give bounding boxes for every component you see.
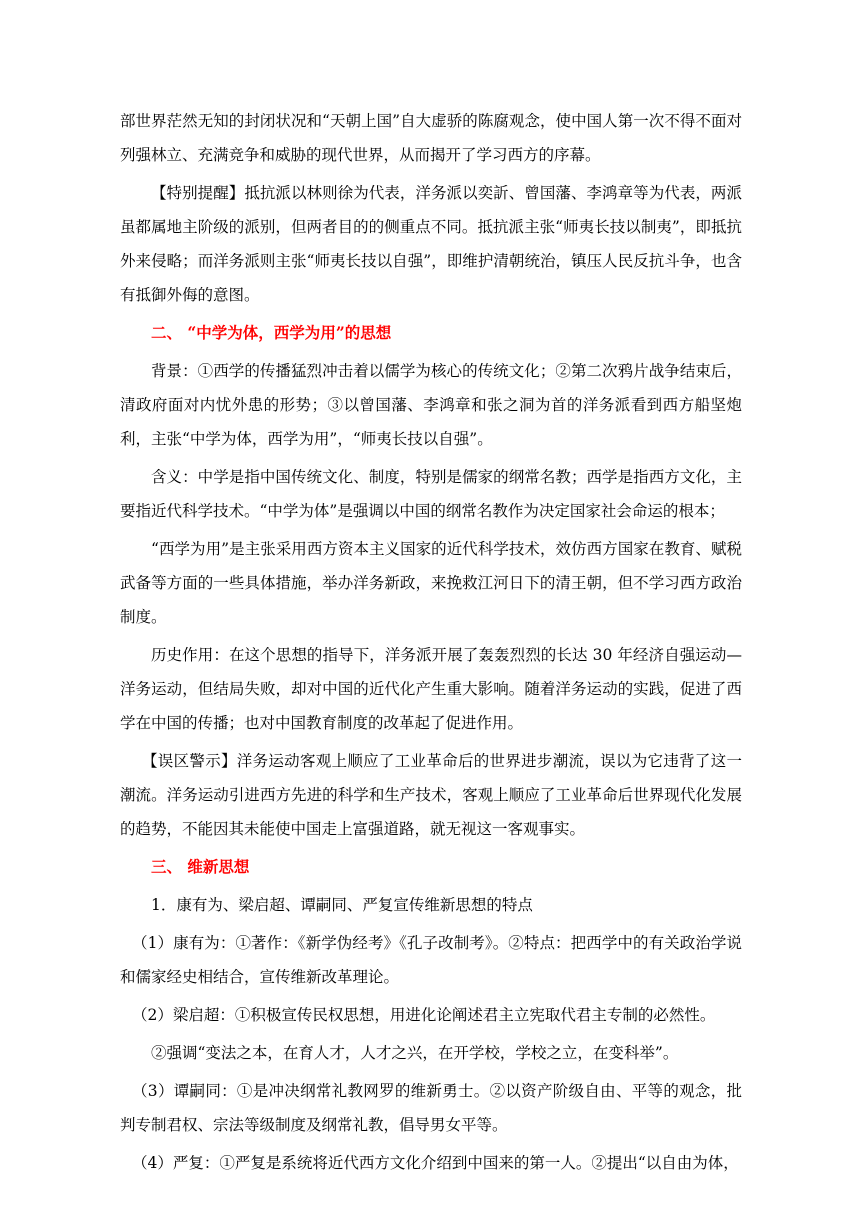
paragraph-historical-role: 历史作用：在这个思想的指导下，洋务派开展了轰轰烈烈的长达 30 年经济自强运动—洋务运动，但结局失败，却对中国的近代化产生重大影响。随着洋务运动的实践，促进了西学在中国的传播；也对中国教育制度的改革起了促进作用。 (120, 646, 742, 732)
paragraph-liang-qichao: （2）梁启超：①积极宣传民权思想，用进化论阐述君主立宪取代君主专制的必然性。 (132, 1006, 716, 1024)
paragraph-special-reminder: 【特别提醒】抵抗派以林则徐为代表，洋务派以奕訢、曾国藩、李鸿章等为代表，两派虽都属地主阶级的派别，但两者目的的侧重点不同。抵抗派主张“师夷长技以制夷”，即抵抗外来侵略；而洋务派则主张“师夷长技以自强”，即维护清朝统治，镇压人民反抗斗争，也含有抵御外侮的意图。 (120, 184, 742, 304)
paragraph-misconception-warning: 【误区警示】洋务运动客观上顺应了工业革命后的世界进步潮流，误以为它违背了这一潮流。洋务运动引进西方先进的科学和生产技术，客观上顺应了工业革命后世界现代化发展的趋势，不能因其未能使中国走上富强道路，就无视这一客观事实。 (120, 752, 742, 838)
paragraph-item-1: 1．康有为、梁启超、谭嗣同、严复宣传维新思想的特点 (151, 896, 533, 914)
document-page (120, 104, 742, 1180)
section-heading-2: 二、 “中学为体，西学为用”的思想 (151, 323, 392, 342)
paragraph-intro-continuation: 部世界茫然无知的封闭状况和“天朝上国”自大虚骄的陈腐观念，使中国人第一次不得不面对列强林立、充满竞争和威胁的现代世界，从而揭开了学习西方的序幕。 (120, 112, 742, 164)
paragraph-yan-fu: （4）严复：①严复是系统将近代西方文化介绍到中国来的第一人。②提出“以自由为体， (132, 1154, 739, 1172)
paragraph-kang-youwei: （1）康有为：①著作：《新学伪经考》《孔子改制考》。②特点：把西学中的有关政治学说和儒家经史相结合，宣传维新改革理论。 (120, 934, 742, 986)
paragraph-meaning: 含义：中学是指中国传统文化、制度，特别是儒家的纲常名教；西学是指西方文化，主要指近代科学技术。“中学为体”是强调以中国的纲常名教作为决定国家社会命运的根本； (120, 468, 742, 520)
paragraph-liang-qichao-2: ②强调“变法之本，在育人才，人才之兴，在开学校，学校之立，在变科举”。 (151, 1044, 679, 1062)
paragraph-background: 背景：①西学的传播猛烈冲击着以儒学为核心的传统文化；②第二次鸦片战争结束后，清政府面对内忧外患的形势；③以曾国藩、李鸿章和张之洞为首的洋务派看到西方船坚炮利，主张“中学为体，西学为用”，“师夷长技以自强”。 (120, 362, 742, 448)
paragraph-tan-sitong: （3）谭嗣同：①是冲决纲常礼教网罗的维新勇士。②以资产阶级自由、平等的观念，批判专制君权、宗法等级制度及纲常礼教，倡导男女平等。 (120, 1082, 742, 1134)
paragraph-western-learning: “西学为用”是主张采用西方资本主义国家的近代科学技术，效仿西方国家在教育、赋税武备等方面的一些具体措施，举办洋务新政，来挽救江河日下的清王朝，但不学习西方政治制度。 (120, 540, 742, 626)
section-heading-3: 三、 维新思想 (151, 857, 250, 876)
